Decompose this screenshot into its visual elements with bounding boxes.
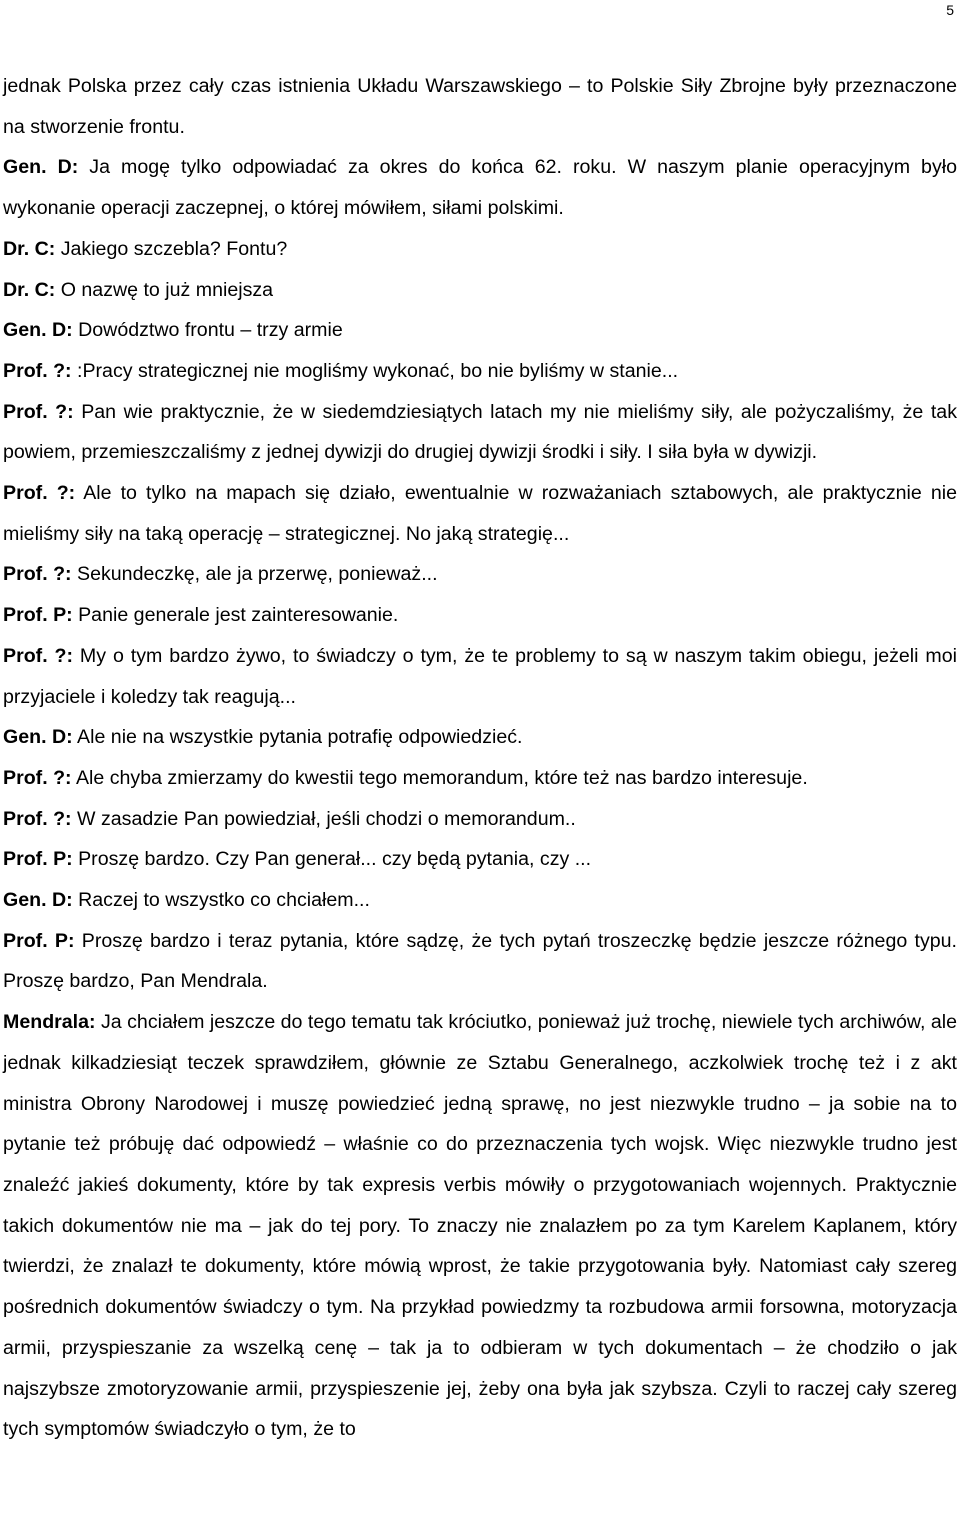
paragraph-text: Pan wie praktycznie, że w siedemdziesiątych latach my nie mieliśmy siły, ale pożyczaliśmy, że tak powiem, przemieszczaliśmy z jednej dywizji do drugiej dywizji środki i siły. I siła była w dywizji. — [3, 400, 957, 464]
paragraph-text: W zasadzie Pan powiedział, jeśli chodzi o memorandum.. — [71, 807, 576, 830]
paragraph-text: Ja chciałem jeszcze do tego tematu tak króciutko, ponieważ już trochę, niewiele tych archiwów, ale jednak kilkadziesiąt teczek sprawdziłem, głównie ze Sztabu Generalnego, aczkolwiek trochę też i z akt ministra Obrony Narodowej i muszę powiedzieć jedną sprawę, no jest niezwykle trudno – ja sobie na to pytanie też próbuję dać odpowiedź – właśnie co do przeznaczenia tych wojsk. Więc niezwykle trudno jest znaleźć jakieś dokumenty, które by tak expresis verbis mówiły o przygotowaniach wojennych. Praktycznie takich dokumentów nie ma – jak do tej pory. To znaczy nie znalazłem po za tym Karelem Kaplanem, który twierdzi, że znalazł te dokumenty, które mówią wprost, że takie przygotowania były. Natomiast cały szereg pośrednich dokumentów świadczy o tym. Na przykład powiedzmy ta rozbudowa armii forsowna, motoryzacja armii, przyspieszanie za wszelką cenę – tak ja to odbieram w tych dokumentach – że chodziło o jak najszybsze zmotoryzowanie armii, przyspieszenie jej, żeby ona była jak szybsza. Czyli to raczej cały szereg tych symptomów świadczyło o tym, że to — [3, 1011, 958, 1441]
speaker-label: Prof. P: — [3, 604, 73, 627]
speaker-label: Gen. D: — [3, 319, 73, 342]
paragraph-text: Proszę bardzo i teraz pytania, które sądzę, że tych pytań troszeczkę będzie jeszcze różnego typu. Proszę bardzo, Pan Mendrala. — [3, 929, 957, 993]
speaker-label: Gen. D: — [3, 889, 73, 912]
paragraph-text: :Pracy strategicznej nie mogliśmy wykonać, bo nie byliśmy w stanie... — [71, 359, 679, 382]
speaker-label: Dr. C: — [3, 278, 56, 301]
paragraph-text: jednak Polska przez cały czas istnienia Układu Warszawskiego – to Polskie Siły Zbrojne były przeznaczone na stworzenie frontu. — [3, 75, 957, 138]
speaker-label: Prof. ?: — [3, 400, 74, 423]
paragraph-text: Ale chyba zmierzamy do kwestii tego memorandum, które też nas bardzo interesuje. — [71, 766, 808, 789]
paragraph — [3, 595, 957, 636]
paragraph-text: Sekundeczkę, ale ja przerwę, ponieważ... — [71, 563, 438, 586]
speaker-label: Gen. D: — [3, 156, 79, 179]
speaker-label: Prof. ?: — [3, 807, 72, 830]
paragraph — [3, 392, 957, 473]
paragraph — [3, 839, 957, 880]
paragraph-text: Panie generale jest zainteresowanie. — [72, 604, 399, 627]
paragraph-text: Ale nie na wszystkie pytania potrafię odpowiedzieć. — [72, 726, 523, 749]
transcript-body — [3, 66, 957, 1450]
paragraph-text: Ale to tylko na mapach się działo, ewentualnie w rozważaniach sztabowych, ale praktycznie nie mieliśmy siły na taką operację – strategicznej. No jaką strategię... — [3, 482, 957, 545]
speaker-label: Mendrala: — [3, 1011, 96, 1034]
paragraph — [3, 758, 957, 799]
paragraph — [3, 880, 957, 921]
paragraph-text: My o tym bardzo żywo, to świadczy o tym, że te problemy to są w naszym takim obiegu, jeżeli moi przyjaciele i koledzy tak reagują... — [3, 644, 957, 708]
paragraph-text: Raczej to wszystko co chciałem... — [72, 889, 370, 912]
paragraph — [3, 270, 957, 311]
paragraph — [3, 554, 957, 595]
paragraph — [3, 351, 957, 392]
paragraph-text: Jakiego szczebla? Fontu? — [55, 237, 288, 260]
speaker-label: Prof. ?: — [3, 644, 74, 667]
paragraph-text: Proszę bardzo. Czy Pan generał... czy będą pytania, czy ... — [72, 848, 592, 871]
speaker-label: Prof. P: — [3, 929, 75, 952]
speaker-label: Gen. D: — [3, 726, 73, 749]
paragraph — [3, 147, 957, 228]
paragraph-text: O nazwę to już mniejsza — [55, 278, 274, 301]
speaker-label: Prof. ?: — [3, 359, 72, 382]
paragraph — [3, 921, 957, 1002]
paragraph — [3, 1002, 957, 1450]
paragraph — [3, 66, 957, 147]
paragraph — [3, 636, 957, 717]
page-number: 5 — [946, 2, 954, 18]
speaker-label: Prof. ?: — [3, 563, 72, 586]
paragraph-text: Dowództwo frontu – trzy armie — [72, 319, 343, 342]
paragraph — [3, 799, 957, 840]
speaker-label: Prof. ?: — [3, 766, 72, 789]
paragraph — [3, 310, 957, 351]
speaker-label: Prof. P: — [3, 848, 73, 871]
speaker-label: Dr. C: — [3, 237, 56, 260]
paragraph — [3, 717, 957, 758]
speaker-label: Prof. ?: — [3, 482, 76, 505]
paragraph-text: Ja mogę tylko odpowiadać za okres do końca 62. roku. W naszym planie operacyjnym było wykonanie operacji zaczepnej, o której mówiłem, siłami polskimi. — [3, 156, 957, 220]
paragraph — [3, 473, 957, 554]
paragraph — [3, 229, 957, 270]
